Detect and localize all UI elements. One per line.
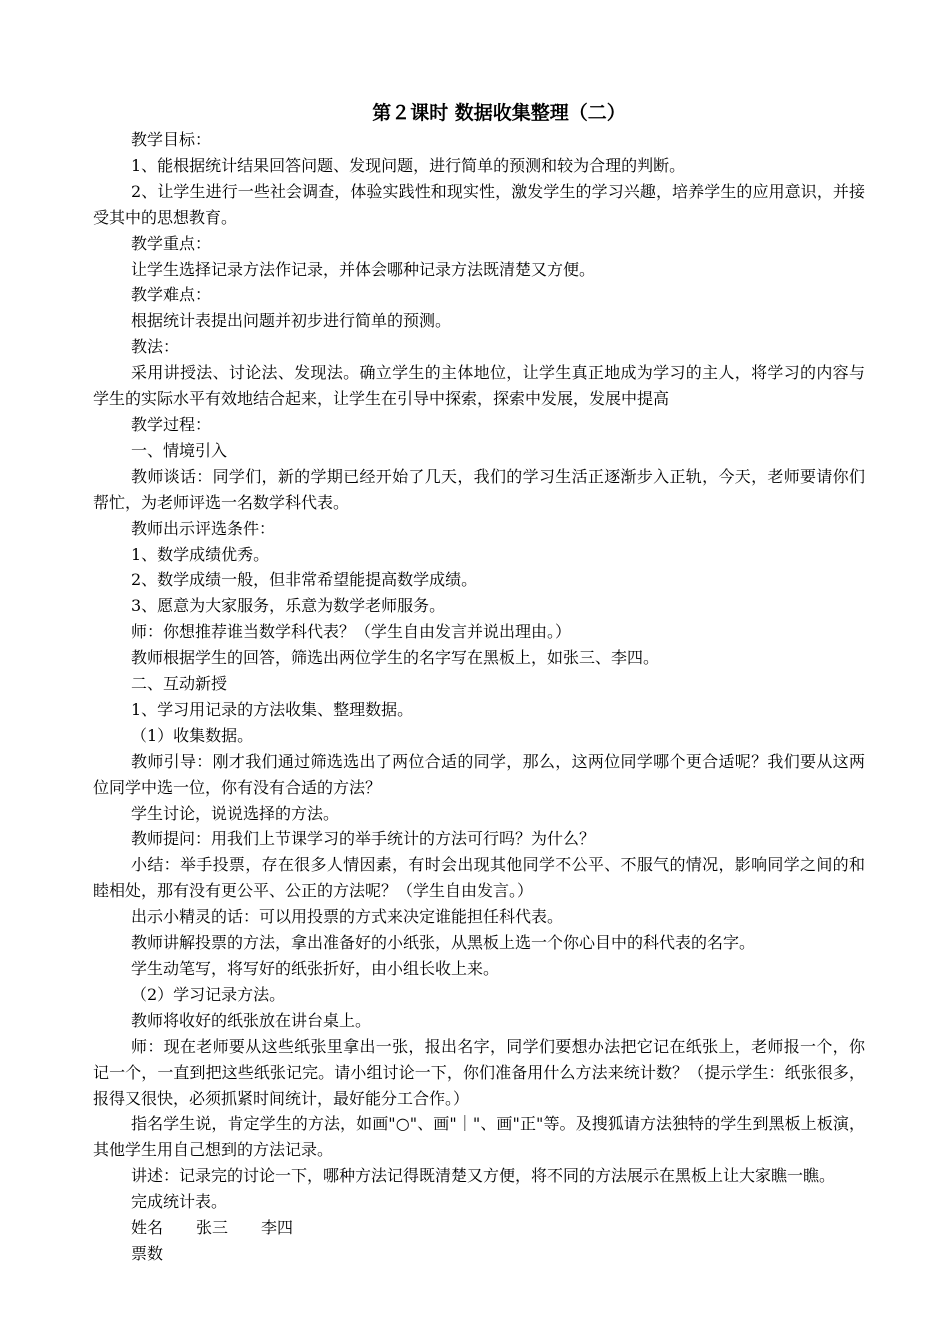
paragraph: 教学目标： [131,130,212,149]
paragraph: 完成统计表。 [131,1192,228,1212]
paragraph: 教师提问：用我们上节课学习的举手统计的方法可行吗？为什么？ [131,829,596,849]
paragraph: 1、能根据统计结果回答问题、发现问题，进行简单的预测和较为合理的判断。 [131,155,686,175]
paragraph: 小结：举手投票，存在很多人情因素，有时会出现其他同学不公平、不服气的情况，影响同学之间的和睦相处，那有没有更公平、公正的方法呢？（学生自由发言。） [93,855,865,901]
paragraph: 教师根据学生的回答，筛选出两位学生的名字写在黑板上，如张三、李四。 [131,648,660,668]
paragraph: 教师出示评选条件： [131,518,276,538]
paragraph: 教学过程： [131,414,212,434]
table-header-cell: 张三 [196,1218,229,1238]
document-page [93,99,865,1267]
paragraph: 师：你想推荐谁当数学科代表？（学生自由发言并说出理由。） [131,622,572,642]
paragraph: 教法： [131,337,180,357]
paragraph: 教学重点： [131,233,212,253]
tally-table-header [93,1215,865,1241]
paragraph: 讲述：记录完的讨论一下，哪种方法记得既清楚又方便，将不同的方法展示在黑板上让大家瞧一瞧。 [131,1166,836,1186]
paragraph: 教师将收好的纸张放在讲台桌上。 [131,1010,372,1030]
paragraph: （1）收集数据。 [131,725,254,745]
paragraph: 一、情境引入 [131,440,228,460]
table-header-cell: 李四 [261,1218,294,1238]
paragraph: 2、让学生进行一些社会调查，体验实践性和现实性，激发学生的学习兴趣，培养学生的应用意识，并接受其中的思想教育。 [93,181,865,227]
paragraph: 指名学生说，肯定学生的方法，如画"○"、画"｜"、画"正"等。及搜狐请方法独特的学生到黑板上板演，其他学生用自己想到的方法记录。 [93,1114,865,1160]
paragraph: 教学难点： [131,285,212,305]
paragraph: 采用讲授法、讨论法、发现法。确立学生的主体地位，让学生真正地成为学习的主人，将学习的内容与学生的实际水平有效地结合起来，让学生在引导中探索，探索中发展，发展中提高 [93,363,865,409]
paragraph: 师：现在老师要从这些纸张里拿出一张，报出名字，同学们要想办法把它记在纸张上，老师报一个，你记一个，一直到把这些纸张记完。请小组讨论一下，你们准备用什么方法来统计数？（提示学生：纸张很多，报得又很快，必须抓紧时间统计，最好能分工合作。） [93,1036,865,1108]
paragraph: 教师谈话：同学们，新的学期已经开始了几天，我们的学习生活正逐渐步入正轨，今天，老师要请你们帮忙，为老师评选一名数学科代表。 [93,466,865,512]
paragraph: 学生动笔写，将写好的纸张折好，由小组长收上来。 [131,959,500,978]
paragraph: 2、数学成绩一般，但非常希望能提高数学成绩。 [131,570,478,590]
table-row-label: 票数 [131,1243,164,1263]
table-header-cell: 姓名 [131,1218,164,1238]
paragraph: 教师讲解投票的方法，拿出准备好的小纸张，从黑板上选一个你心目中的科代表的名字。 [131,933,756,953]
paragraph: 出示小精灵的话：可以用投票的方式来决定谁能担任科代表。 [131,907,564,927]
paragraph: 教师引导：刚才我们通过筛选选出了两位合适的同学，那么，这两位同学哪个更合适呢？我们要从这两位同学中选一位，你有没有合适的方法？ [93,751,865,797]
paragraph: 二、互动新授 [131,674,228,694]
paragraph: 让学生选择记录方法作记录，并体会哪种记录方法既清楚又方便。 [131,259,596,279]
paragraph: 学生讨论，说说选择的方法。 [131,803,340,823]
paragraph: 3、愿意为大家服务，乐意为数学老师服务。 [131,596,446,616]
tally-table-row [93,1241,865,1267]
paragraph: 1、学习用记录的方法收集、整理数据。 [131,699,414,719]
lesson-title: 第２课时 数据收集整理（二） [372,102,626,124]
paragraph: 根据统计表提出问题并初步进行简单的预测。 [131,311,452,331]
paragraph: 1、数学成绩优秀。 [131,544,270,564]
paragraph: （2）学习记录方法。 [131,984,286,1004]
